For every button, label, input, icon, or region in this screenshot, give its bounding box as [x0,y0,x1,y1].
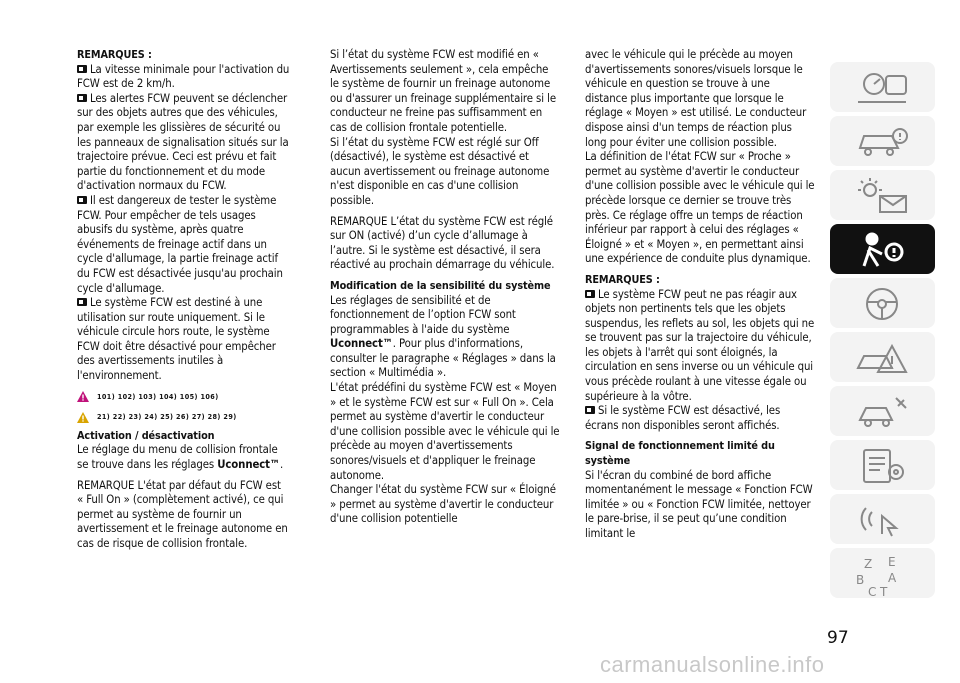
steering-wheel-icon [852,284,912,324]
bullet-icon [77,196,87,204]
chapter-tab-emergency[interactable] [830,332,935,382]
paragraph: REMARQUE L’état du système FCW est réglé sur ON (activé) d’un cycle d’allumage à l’autre. Si le système est désactivé, il sera réactivé au prochain démarrage du véhicule. [330,214,555,272]
text-column-3 [585,48,815,542]
remark-item: Les alertes FCW peuvent se déclencher sur des objets autres que des véhicules, par exemple les glissières de sécurité ou les panneaux de signalisation situés sur la trajectoire prévue. Ceci est prévu et fait partie du fonctionnement et du mode d'activation normaux du FCW. [77,91,289,193]
bullet-icon [77,65,87,73]
chapter-tab-dashboard[interactable] [830,62,935,112]
settings-list-icon [852,446,912,486]
note-references: 21) 22) 23) 24) 25) 26) 27) 28) 29) [77,410,290,425]
chapter-tab-starting[interactable] [830,278,935,328]
watermark-text: carmanualsonline.info [600,652,825,677]
svg-text:A: A [888,571,897,585]
paragraph: L'état prédéfini du système FCW est « Moyen » et le système FCW est sur « Full On ». Cela permet au système d'avertir le conducteur d'une collision possible avec le véhicule qui le précède au moyen d'avertissements sonores/visuels et d'appliquer le freinage autonome. [330,381,560,482]
paragraph: Si l'écran du combiné de bord affiche momentanément le message « Fonction FCW limitée » ou « Fonction FCW limitée, nettoyer le pare-brise, il se peut qu’une condition limitant le [585,468,813,540]
default-state-paragraph: REMARQUE L'état par défaut du FCW est « Full On » (complètement activé), ce qui permet au système de fournir un avertissement et le freinage autonome en cas de risque de collision frontale. [77,478,288,550]
lights-message-icon [852,176,912,216]
tow-wrench-icon [852,392,912,432]
road-assist-icon [852,338,912,378]
bullet-icon [77,298,87,306]
caution-triangle-icon [77,412,89,423]
warning-references: 101) 102) 103) 104) 105) 106) [77,390,290,405]
chapter-tab-maintenance[interactable] [830,386,935,436]
remark-item: Si le système FCW est désactivé, les écrans non disponibles seront affichés. [585,404,781,432]
paragraph: Les réglages de sensibilité et de fonctionnement de l’option FCW sont programmables à l'aide du système Uconnect™. Pour plus d'informations, consulter le paragraphe « Réglages » dans la section « Multimédia ». [330,293,556,380]
chapter-tab-multimedia[interactable] [830,494,935,544]
chapter-tab-specs[interactable] [830,440,935,490]
bullet-icon [585,406,595,414]
chapter-tab-car-info[interactable] [830,116,935,166]
multimedia-touch-icon [852,500,912,540]
paragraph: Changer l'état du système FCW sur « Éloigné » permet au système d'avertir le conducteur d'une collision potentielle [330,483,556,526]
limited-function-heading: Signal de fonctionnement limité du système [585,439,775,468]
svg-text:B: B [856,573,865,587]
remark-item: Le système FCW peut ne pas réagir aux objets non pertinents tels que les objets suspendus, les reflets au sol, les objets qui ne se trouvent pas sur la trajectoire du véhicule, les objets à l'arrêt qui sont éloignés, la circulation en sens inverse ou un véhicule qui vous précède roulant à une vitesse égale ou supérieure à la vôtre. [585,287,815,403]
seatbelt-airbag-icon [852,230,912,270]
text-column-2 [330,48,560,527]
svg-text:E: E [888,555,896,569]
remark-item: La vitesse minimale pour l'activation du FCW est de 2 km/h. [77,62,290,91]
paragraph: avec le véhicule qui le précède au moyen d'avertissements sonores/visuels lorsque le véhicule en question se trouve à une distance plus importante que lorsque le réglage « Moyen » est utilisé. Le conducteur dispose ainsi d'un temps de réaction plus long pour éviter une collision possible. [585,48,807,149]
paragraph: Si l’état du système FCW est réglé sur Off (désactivé), le système est désactivé et aucun avertissement ou freinage autonome n'est disponible en cas d'une collision possible. [330,135,550,207]
svg-text:Z: Z [864,557,873,571]
dashboard-car-icon [852,68,912,108]
remark-item: Il est dangereux de tester le système FCW. Pour empêcher de tels usages abusifs du système, après quatre événements de freinage actif dans un cycle d'allumage, la partie freinage actif du FCW est désactivée jusqu'au prochain cycle d'allumage. [77,193,283,295]
warning-triangle-icon [77,391,89,402]
car-info-icon [852,122,912,162]
activation-heading: Activation / désactivation [77,428,215,442]
bullet-icon [77,94,87,102]
remarks-heading: REMARQUES : [77,48,152,61]
svg-text:C: C [868,585,877,598]
remarks-heading: REMARQUES : [585,272,660,286]
page-number: 97 [827,628,849,648]
paragraph: La définition de l'état FCW sur « Proche » permet au système d'avertir le conducteur d'une collision possible avec le véhicule qui le précède lorsque ce dernier se trouve très près. Ce réglage offre un temps de réaction inférieur par rapport à celui des réglages « Éloigné » et « Moyen », en permettant ainsi une expérience de conduite plus dynamique. [585,150,815,266]
paragraph: Si l’état du système FCW est modifié en « Avertissements seulement », cela empêche le système de fournir un freinage autonome ou d'assurer un freinage supplémentaire si le conducteur ne freine pas suffisamment en cas de collision frontale potentielle. [330,48,556,134]
alphabet-index-icon [852,554,912,598]
text-column-1 [77,48,290,552]
remark-item: Le système FCW est destiné à une utilisation sur route uniquement. Si le véhicule circule hors route, le système FCW doit être désactivé pour empêcher des avertissements inutiles à l'environnement. [77,296,276,383]
chapter-tab-safety[interactable] [830,224,935,274]
svg-text:T: T [880,585,888,598]
bullet-icon [585,290,595,298]
chapter-tab-index[interactable] [830,548,935,598]
sensitivity-heading: Modification de la sensibilité du système [330,278,551,292]
chapter-tab-lights[interactable] [830,170,935,220]
activation-paragraph: Le réglage du menu de collision frontale se trouve dans les réglages Uconnect™. [77,443,284,472]
